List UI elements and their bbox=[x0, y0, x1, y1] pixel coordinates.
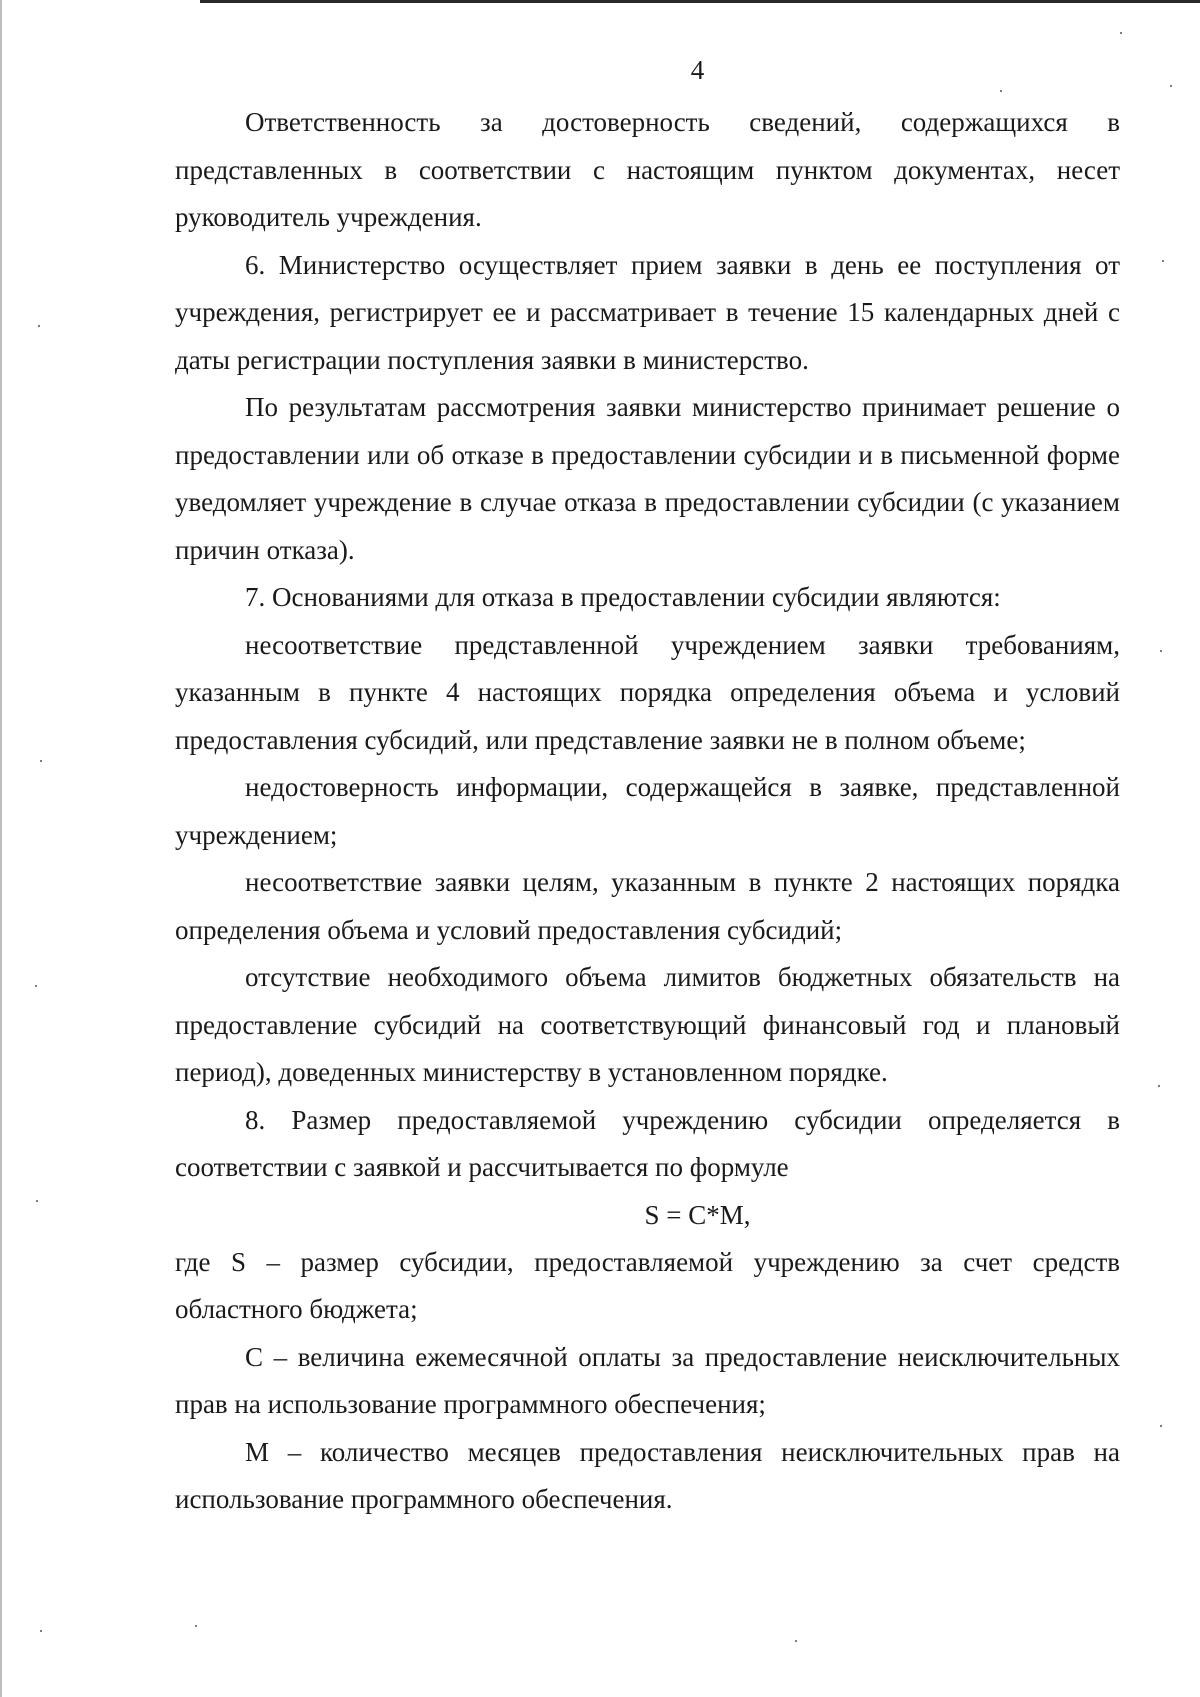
scan-edge-left bbox=[0, 0, 2, 1697]
scan-speck bbox=[1158, 1085, 1160, 1087]
scan-speck bbox=[1160, 650, 1162, 652]
definition-s: где S – размер субсидии, предоставляемой учреждению за счет средств областного бюджета; bbox=[175, 1246, 1120, 1324]
scan-edge-top bbox=[200, 0, 1200, 3]
formula: S = C*M, bbox=[644, 1199, 751, 1230]
scan-speck bbox=[1162, 260, 1164, 262]
scan-speck bbox=[35, 985, 37, 987]
scan-speck bbox=[36, 1200, 38, 1202]
paragraph-responsibility: Ответственность за достоверность сведений, содержащихся в представленных в соответствии с настоящим пунктом документах, несет руководитель учреждения. bbox=[175, 107, 1120, 232]
page-number: 4 bbox=[690, 55, 705, 85]
paragraph-ground-4: отсутствие необходимого объема лимитов бюджетных обязательств на предоставление субсидий на соответствующий финансовый год и плановый период), доведенных министерству в установленном порядке. bbox=[175, 962, 1120, 1087]
scan-speck bbox=[40, 1630, 42, 1632]
scan-speck bbox=[1120, 32, 1122, 34]
scan-speck bbox=[1170, 85, 1172, 87]
paragraph-item-6: 6. Министерство осуществляет прием заявки в день ее поступления от учреждения, регистрирует ее и рассматривает в течение 15 календарных дней с даты регистрации поступления заявки в министерство. bbox=[175, 249, 1120, 375]
paragraph-ground-2: недостоверность информации, содержащейся в заявке, представленной учреждением; bbox=[175, 772, 1120, 850]
definition-m: М – количество месяцев предоставления неисключительных прав на использование программного обеспечения. bbox=[175, 1436, 1120, 1514]
document-page bbox=[175, 55, 1120, 1524]
paragraph-item-7: 7. Основаниями для отказа в предоставлении субсидии являются: bbox=[245, 582, 1001, 612]
paragraph-ground-1: несоответствие представленной учреждением заявки требованиям, указанным в пункте 4 настоящих порядка определения объема и условий предоставления субсидий, или представление заявки не в полном объеме; bbox=[175, 629, 1120, 755]
scan-speck bbox=[1160, 1425, 1162, 1427]
paragraph-ground-3: несоответствие заявки целям, указанным в пункте 2 настоящих порядка определения объема и условий предоставления субсидий; bbox=[175, 867, 1120, 945]
scan-speck bbox=[195, 1625, 197, 1627]
scan-speck bbox=[40, 760, 42, 762]
paragraph-results: По результатам рассмотрения заявки министерство принимает решение о предоставлении или об отказе в предоставлении субсидии и в письменной форме уведомляет учреждение в случае отказа в предоставлении субсидии (с указанием причин отказа). bbox=[175, 392, 1120, 565]
scan-speck bbox=[795, 1640, 797, 1642]
paragraph-item-8: 8. Размер предоставляемой учреждению субсидии определяется в соответствии с заявкой и рассчитывается по формуле bbox=[175, 1104, 1120, 1182]
definition-c: С – величина ежемесячной оплаты за предоставление неисключительных прав на использование программного обеспечения; bbox=[175, 1341, 1120, 1419]
scan-speck bbox=[1000, 90, 1002, 92]
scan-speck bbox=[38, 325, 40, 327]
